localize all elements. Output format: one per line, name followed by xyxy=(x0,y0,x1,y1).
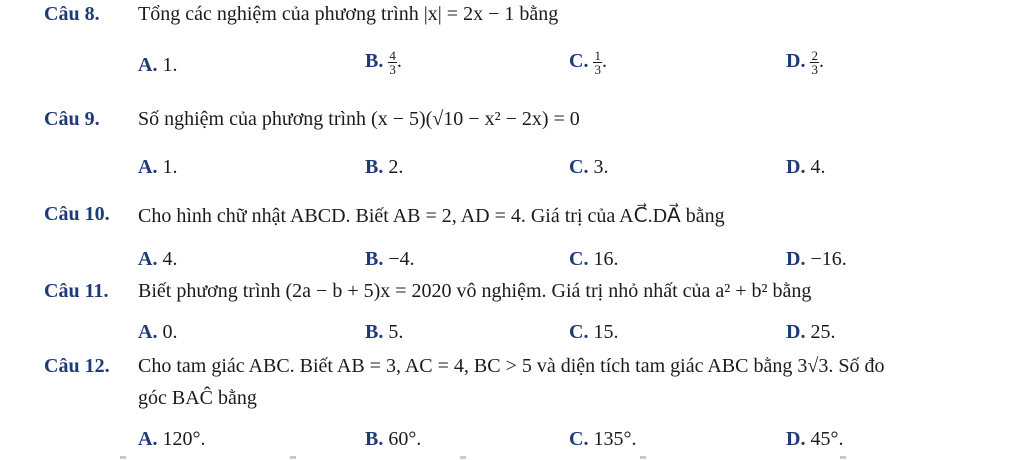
option-letter: A. xyxy=(138,156,158,178)
option-a[interactable] xyxy=(138,428,205,451)
option-b[interactable] xyxy=(365,428,421,451)
option-d[interactable] xyxy=(786,428,843,451)
option-c[interactable]: C. $\frac{1}{3}$ . xyxy=(569,48,607,77)
divider xyxy=(120,456,126,459)
option-letter: D. xyxy=(786,321,806,343)
question-stem: Số nghiệm của phương trình (x − 5)(√10 − x² − 2x) = 0 xyxy=(138,108,580,130)
option-letter: D. xyxy=(786,248,806,270)
option-a[interactable] xyxy=(138,248,177,271)
option-text: 60°. xyxy=(388,428,422,450)
option-d[interactable] xyxy=(786,156,825,179)
option-a[interactable] xyxy=(138,156,177,179)
option-text: 2. xyxy=(388,156,404,178)
option-text: 120°. xyxy=(162,428,206,450)
option-b[interactable] xyxy=(365,321,403,344)
option-letter: A. xyxy=(138,321,158,343)
option-text: 45°. xyxy=(810,428,844,450)
option-c[interactable] xyxy=(569,248,618,271)
option-text: 4. xyxy=(162,248,178,270)
option-text: −4. xyxy=(388,248,415,270)
divider xyxy=(840,456,846,459)
divider xyxy=(290,456,296,459)
option-d[interactable] xyxy=(786,248,847,271)
question-stem: Cho tam giác ABC. Biết AB = 3, AC = 4, BC > 5 và diện tích tam giác ABC bằng 3√3. Số đo xyxy=(138,355,885,377)
option-text: 16. xyxy=(593,248,619,270)
option-letter: C. xyxy=(569,50,589,73)
option-text: 15. xyxy=(593,321,619,343)
option-text: 5. xyxy=(388,321,404,343)
option-letter: A. xyxy=(138,428,158,450)
option-text: −16. xyxy=(810,248,847,270)
option-letter: D. xyxy=(786,50,806,73)
page-bottom-edge xyxy=(0,456,1024,460)
option-b[interactable] xyxy=(365,248,415,271)
option-text: 4. xyxy=(810,156,826,178)
option-text: 25. xyxy=(810,321,836,343)
option-letter: B. xyxy=(365,428,384,450)
option-letter: B. xyxy=(365,156,384,178)
option-text: 3. xyxy=(593,156,609,178)
option-letter: B. xyxy=(365,248,384,270)
question-stem: Tổng các nghiệm của phương trình |x| = 2x − 1 bằng xyxy=(138,3,559,25)
option-a[interactable] xyxy=(138,54,177,77)
option-letter: B. xyxy=(365,50,384,73)
option-d[interactable] xyxy=(786,321,835,344)
option-letter: C. xyxy=(569,156,589,178)
option-text: 135°. xyxy=(593,428,637,450)
fraction: $\frac{4}{3}$ xyxy=(389,48,396,77)
option-d[interactable]: D. $\frac{2}{3}$ . xyxy=(786,48,824,77)
option-c[interactable] xyxy=(569,321,618,344)
question-label: Câu 12. xyxy=(44,355,110,377)
option-letter: D. xyxy=(786,156,806,178)
option-letter: D. xyxy=(786,428,806,450)
fraction: $\frac{2}{3}$ xyxy=(811,48,818,77)
option-b[interactable]: B. $\frac{4}{3}$ . xyxy=(365,48,402,77)
divider xyxy=(640,456,646,459)
fraction: $\frac{1}{3}$ xyxy=(594,48,601,77)
option-letter: A. xyxy=(138,248,158,270)
option-c[interactable] xyxy=(569,428,636,451)
option-letter: C. xyxy=(569,428,589,450)
divider xyxy=(460,456,466,459)
option-letter: B. xyxy=(365,321,384,343)
question-stem-line-2: góc BAĈ bằng xyxy=(138,387,257,409)
option-letter: C. xyxy=(569,248,589,270)
option-letter: C. xyxy=(569,321,589,343)
option-a[interactable] xyxy=(138,321,177,344)
option-text: 0. xyxy=(162,321,178,343)
option-b[interactable] xyxy=(365,156,403,179)
question-stem: Cho hình chữ nhật ABCD. Biết AB = 2, AD = 4. Giá trị của AC⃗.DA⃗ bằng xyxy=(138,205,725,227)
option-letter: A. xyxy=(138,54,158,76)
question-label: Câu 10. xyxy=(44,203,110,225)
question-label: Câu 9. xyxy=(44,108,100,130)
option-c[interactable] xyxy=(569,156,608,179)
option-text: 1. xyxy=(162,156,178,178)
question-label: Câu 11. xyxy=(44,280,109,302)
question-stem: Biết phương trình (2a − b + 5)x = 2020 vô nghiệm. Giá trị nhỏ nhất của a² + b² bằng xyxy=(138,280,812,302)
option-text: 1. xyxy=(162,54,178,76)
question-label: Câu 8. xyxy=(44,3,100,25)
